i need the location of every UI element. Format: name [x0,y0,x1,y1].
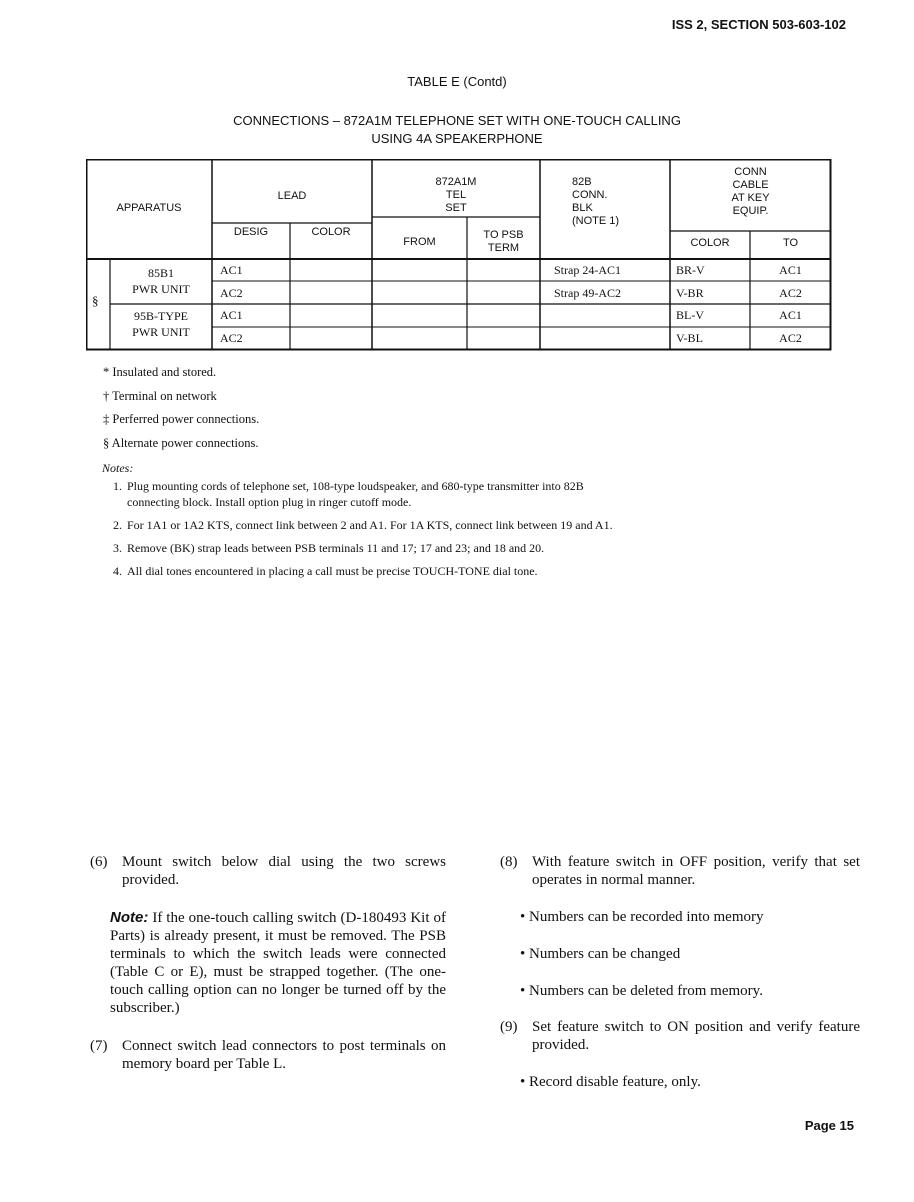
step-text: Mount switch below dial using the two screws provided. [122,854,446,888]
table-label: TABLE E (Contd) [407,74,507,89]
page-number: Page 15 [804,1118,854,1133]
header-apparatus: APPARATUS [116,202,182,214]
notes [102,460,822,586]
header-cable-line1: CONN [734,166,767,178]
header-conn-line2: CONN. [572,189,608,201]
note-number: 3. [113,541,122,555]
footnote-preferred: ‡ Perferred power connections. [103,412,260,426]
footnote-alternate: § Alternate power connections. [103,435,259,450]
step-text: Set feature switch to ON position and verify feature provided. [532,1019,860,1053]
step-6 [90,853,446,889]
row4-desig: AC2 [220,331,243,345]
bullet-item: • Record disable feature, only. [520,1074,701,1090]
left-column [90,853,446,1073]
row4-cable-to: AC2 [779,331,802,345]
note-text-cont: connecting block. Install option plug in ringer cutoff mode. [127,495,412,509]
header-to-psb-line1: TO PSB [483,229,524,241]
header-conn-cable [670,166,831,218]
connections-table [86,159,832,351]
step-9 [500,1018,860,1054]
note-text: Plug mounting cords of telephone set, 108-type loudspeaker, and 680-type transmitter into 82B [127,479,584,493]
right-column [500,853,860,1091]
step-text: With feature switch in OFF position, verify that set operates in normal manner. [532,854,860,888]
note-text: Remove (BK) strap leads between PSB terminals 11 and 17; 17 and 23; and 18 and 20. [127,541,545,555]
step-number: (7) [90,1038,108,1054]
footnote-terminal: † Terminal on network [103,388,217,403]
row3-cable-to: AC1 [779,308,802,322]
note-item [102,478,822,510]
header-desig: DESIG [233,226,269,238]
note-number: 2. [113,518,122,532]
notes-label: Notes: [102,461,134,475]
header-lead: LEAD [277,190,307,202]
header-conn-blk [540,176,670,228]
header-cable-line4: EQUIP. [732,205,769,217]
note-block [110,909,446,1017]
row1-desig: AC1 [220,263,243,277]
note-text: If the one-touch calling switch (D-180493 Kit of Parts) is already present, it must be removed. The PSB terminals to which the switch leads were connected (Table C or E), must be strapped together. (The one-touch calling option can no longer be turned off by the subscriber.) [110,910,447,1016]
header-cable-line3: AT KEY [731,192,770,204]
header-set-line2: TEL [445,189,467,201]
header-to-psb [467,229,540,255]
step-8 [500,853,860,889]
row2-conn: Strap 49-AC2 [554,286,621,300]
table-title-line1: CONNECTIONS – 872A1M TELEPHONE SET WITH ONE-TOUCH CALLING [233,113,681,128]
footnotes [103,361,259,455]
bullet-item: • Numbers can be recorded into memory [520,909,764,925]
note-text: All dial tones encountered in placing a call must be precise TOUCH-TONE dial tone. [127,564,538,578]
row2-cable-to: AC2 [779,286,802,300]
note-number: 4. [113,564,122,578]
header-to-psb-line2: TERM [487,242,520,254]
header-cable-to: TO [782,237,799,249]
row2-desig: AC2 [220,286,243,300]
note-number: 1. [113,479,122,493]
apparatus-95b-line2: PWR UNIT [132,325,190,339]
note-item [102,563,822,579]
table-title [0,112,914,148]
table-title-line2: USING 4A SPEAKERPHONE [371,131,543,146]
section-header: ISS 2, SECTION 503-603-102 [671,17,846,32]
bullet-item: • Numbers can be changed [520,946,681,962]
row3-cable-color: BL-V [676,308,704,322]
apparatus-95b-line1: 95B-TYPE [134,309,188,323]
row3-desig: AC1 [220,308,243,322]
row2-cable-color: V-BR [676,286,704,300]
header-color: COLOR [311,226,351,238]
apparatus-85b1 [110,265,212,297]
header-cable-line2: CABLE [732,179,769,191]
note-item [102,517,822,533]
apparatus-95b-type [110,308,212,340]
note-label: Note: [110,909,149,926]
header-conn-line1: 82B [572,176,592,188]
footnote-insulated: * Insulated and stored. [103,365,217,379]
note-item [102,540,822,556]
step-number: (8) [500,854,518,870]
apparatus-85b1-line1: 85B1 [147,266,174,280]
note-text: For 1A1 or 1A2 KTS, connect link between 2 and A1. For 1A KTS, connect link between 19 and A1. [127,518,613,532]
header-conn-line4: (NOTE 1) [572,215,620,227]
header-cable-color: COLOR [690,237,730,249]
section-mark: § [92,293,99,308]
row1-cable-color: BR-V [676,263,705,277]
apparatus-85b1-line2: PWR UNIT [132,282,190,296]
step-7 [90,1037,446,1073]
step-number: (9) [500,1019,518,1035]
row1-cable-to: AC1 [779,263,802,277]
header-set [372,176,540,215]
header-from: FROM [403,236,436,248]
row1-conn: Strap 24-AC1 [554,263,621,277]
step-text: Connect switch lead connectors to post terminals on memory board per Table L. [122,1038,446,1072]
header-conn-line3: BLK [572,202,593,214]
header-set-line3: SET [445,202,467,214]
header-set-line1: 872A1M [435,176,477,188]
row4-cable-color: V-BL [676,331,703,345]
step-number: (6) [90,854,108,870]
bullet-item: • Numbers can be deleted from memory. [520,983,763,999]
